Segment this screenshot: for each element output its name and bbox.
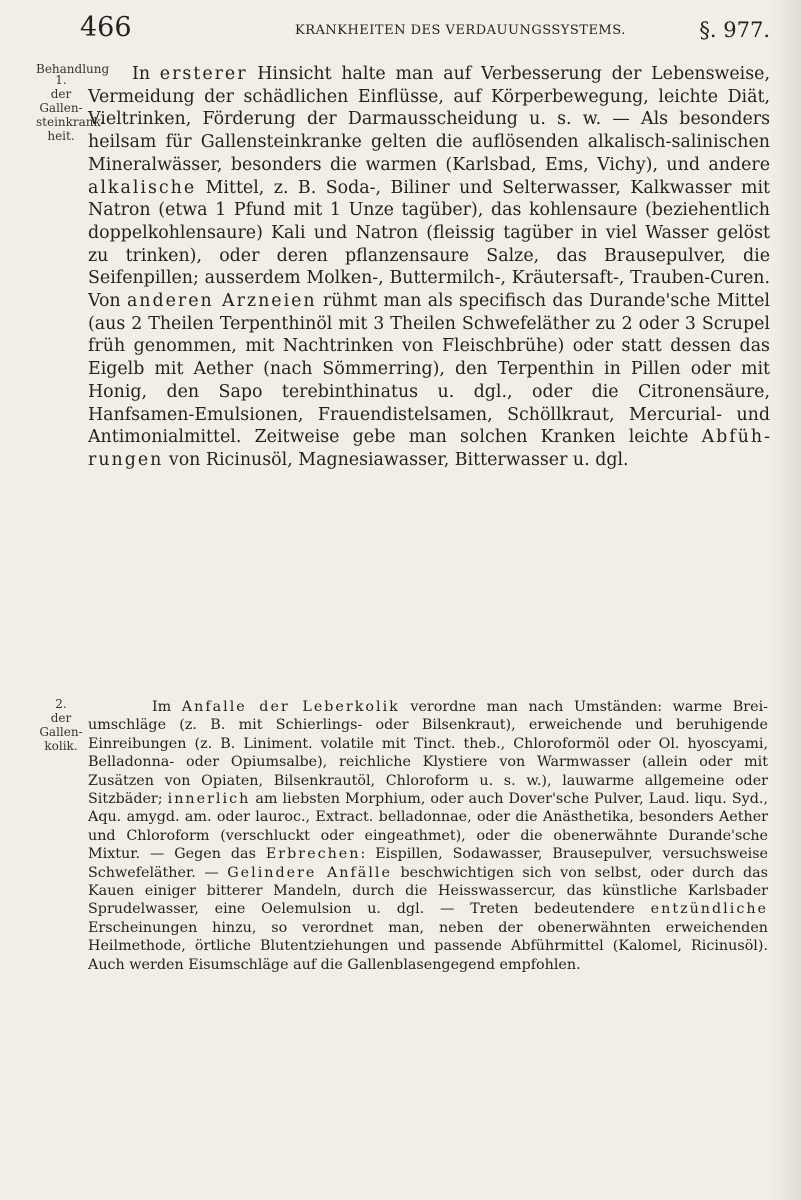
spaced-emphasis: innerlich bbox=[167, 791, 251, 808]
sidenote-line: der Gallen- bbox=[39, 87, 83, 115]
spaced-emphasis: Anfalle der Leberkolik bbox=[181, 699, 400, 715]
colic-paragraph bbox=[88, 698, 768, 974]
spaced-emphasis: Gelindere Anfälle bbox=[227, 864, 392, 881]
spaced-emphasis: anderen Arzneien bbox=[126, 291, 317, 312]
paragraph-body bbox=[88, 699, 768, 973]
sidenote-line: steinkrank- bbox=[36, 115, 105, 129]
spaced-emphasis: ersterer bbox=[159, 64, 248, 84]
text-run: Hinsicht halte man auf Verbesserung der Lebensweise, Vermeidung der schädlichen Einflüsse, auf Körperbewegung, leichte Diät, Vieltrinken, Förderung der Darmausscheidung u. s. w. — Als besonders heilsam für Gallensteinkranke gelten die auflösenden alkalisch-salinischen Mineralwässer, besonders die warmen (Karlsbad, Ems, Vichy), und andere bbox=[88, 64, 770, 175]
text-run: am liebsten Morphium, oder auch Dover'sche Pulver, Laud. liqu. Syd., Aqu. amygd. am. oder lauroc., Extract. belladonnae, oder die Anästhetika, besonders Aether und Chloroform (verschluckt oder eingeathmet), oder die obenerwähnte Durande'sche Mixtur. — Gegen das bbox=[88, 791, 768, 863]
text-run: Erscheinungen hinzu, so verordnet man, neben der obenerwähnten erweichenden Heilmethode, örtliche Blutentziehungen und passende Abführmittel (Kalomel, Ricinusöl). Auch werden Eisumschläge auf die Gallenblasengegend empfohlen. bbox=[88, 919, 768, 973]
text-run: Im bbox=[152, 699, 182, 715]
sidenote-line: heit. bbox=[47, 129, 75, 143]
page-edge-shadow bbox=[771, 0, 801, 1200]
paragraph-body bbox=[88, 64, 770, 470]
sidenote-line: der Gallen- bbox=[39, 711, 83, 739]
running-title: KRANKHEITEN DES VERDAUUNGSSYSTEMS. bbox=[295, 23, 626, 38]
text-run: von Ricinusöl, Magnesiawasser, Bitterwasser u. dgl. bbox=[163, 449, 629, 470]
spaced-emphasis: entzündliche bbox=[650, 901, 768, 918]
sidenote-line: 2. bbox=[55, 697, 67, 711]
treatment-paragraph bbox=[88, 63, 770, 472]
sidenote-line: kolik. bbox=[44, 739, 78, 753]
sidenote-line: 1. bbox=[55, 73, 67, 87]
section-number: §. 977. bbox=[699, 18, 770, 42]
spaced-emphasis: Erbrechen bbox=[265, 846, 361, 863]
paragraph-indent bbox=[88, 64, 132, 84]
spaced-emphasis: alkalische bbox=[88, 177, 197, 198]
text-run: In bbox=[132, 64, 160, 84]
page-header bbox=[80, 8, 770, 48]
sidenote-colic bbox=[36, 697, 86, 753]
page-number: 466 bbox=[80, 12, 132, 43]
spaced-emphasis: Abführungen bbox=[88, 427, 770, 470]
sidenote-treatment bbox=[36, 62, 110, 143]
text-run: verordne man nach Umständen: warme Breiumschläge (z. B. mit Schierlings- oder Bilsenkraut), erweichende und beruhigende Einreibungen (z. B. Liniment. volatile mit Tinct. theb., Chloroformöl oder Ol. hyoscyami, Belladonna- oder Opiumsalbe), reichliche Klystiere von Warmwasser (allein oder mit Zusätzen von Opiaten, Bilsenkrautöl, Chloroform u. s. w.), lauwarme allgemeine oder Sitzbäder; bbox=[88, 699, 768, 808]
paragraph-indent bbox=[88, 699, 152, 715]
text-run: beschwichtigen sich von selbst, oder durch das Kauen einiger bitterer Mandeln, durch die Heisswassercur, das künstliche Karlsbader Sprudelwasser, eine Oelemulsion u. dgl. — Treten bedeutendere bbox=[88, 864, 768, 918]
text-run: Mittel, z. B. Soda-, Biliner und Selterwasser, Kalkwasser mit Natron (etwa 1 Pfund mit 1 Unze tagüber), das kohlensaure (beziehentlich doppelkohlensaure) Kali und Natron (fleissig tagüber in viel Wasser gelöst zu trinken), oder deren pflanzensaure Salze, das Brausepulver, die Seifenpillen; ausserdem Molken-, Buttermilch-, Kräutersaft-, Trauben-Curen. Von bbox=[88, 177, 770, 312]
text-run: rühmt man als specifisch das Durande'sche Mittel (aus 2 Theilen Terpenthinöl mit 3 Theilen Schwefeläther zu 2 oder 3 Scrupel früh genommen, mit Nachtrinken von Fleischbrühe) oder statt dessen das Eigelb mit Aether (nach Sömmerring), den Terpenthin in Pillen oder mit Honig, den Sapo terebinthinatus u. dgl., oder die Citronensäure, Hanfsamen-Emulsionen, Frauendistelsamen, Schöllkraut, Mercurial- und Antimonialmittel. Zeitweise gebe man solchen Kranken leichte bbox=[88, 291, 770, 448]
text-run: : Eispillen, Sodawasser, Brausepulver, versuchsweise Schwefeläther. — bbox=[88, 846, 768, 881]
sidenote-line: Behandlung bbox=[36, 62, 110, 76]
